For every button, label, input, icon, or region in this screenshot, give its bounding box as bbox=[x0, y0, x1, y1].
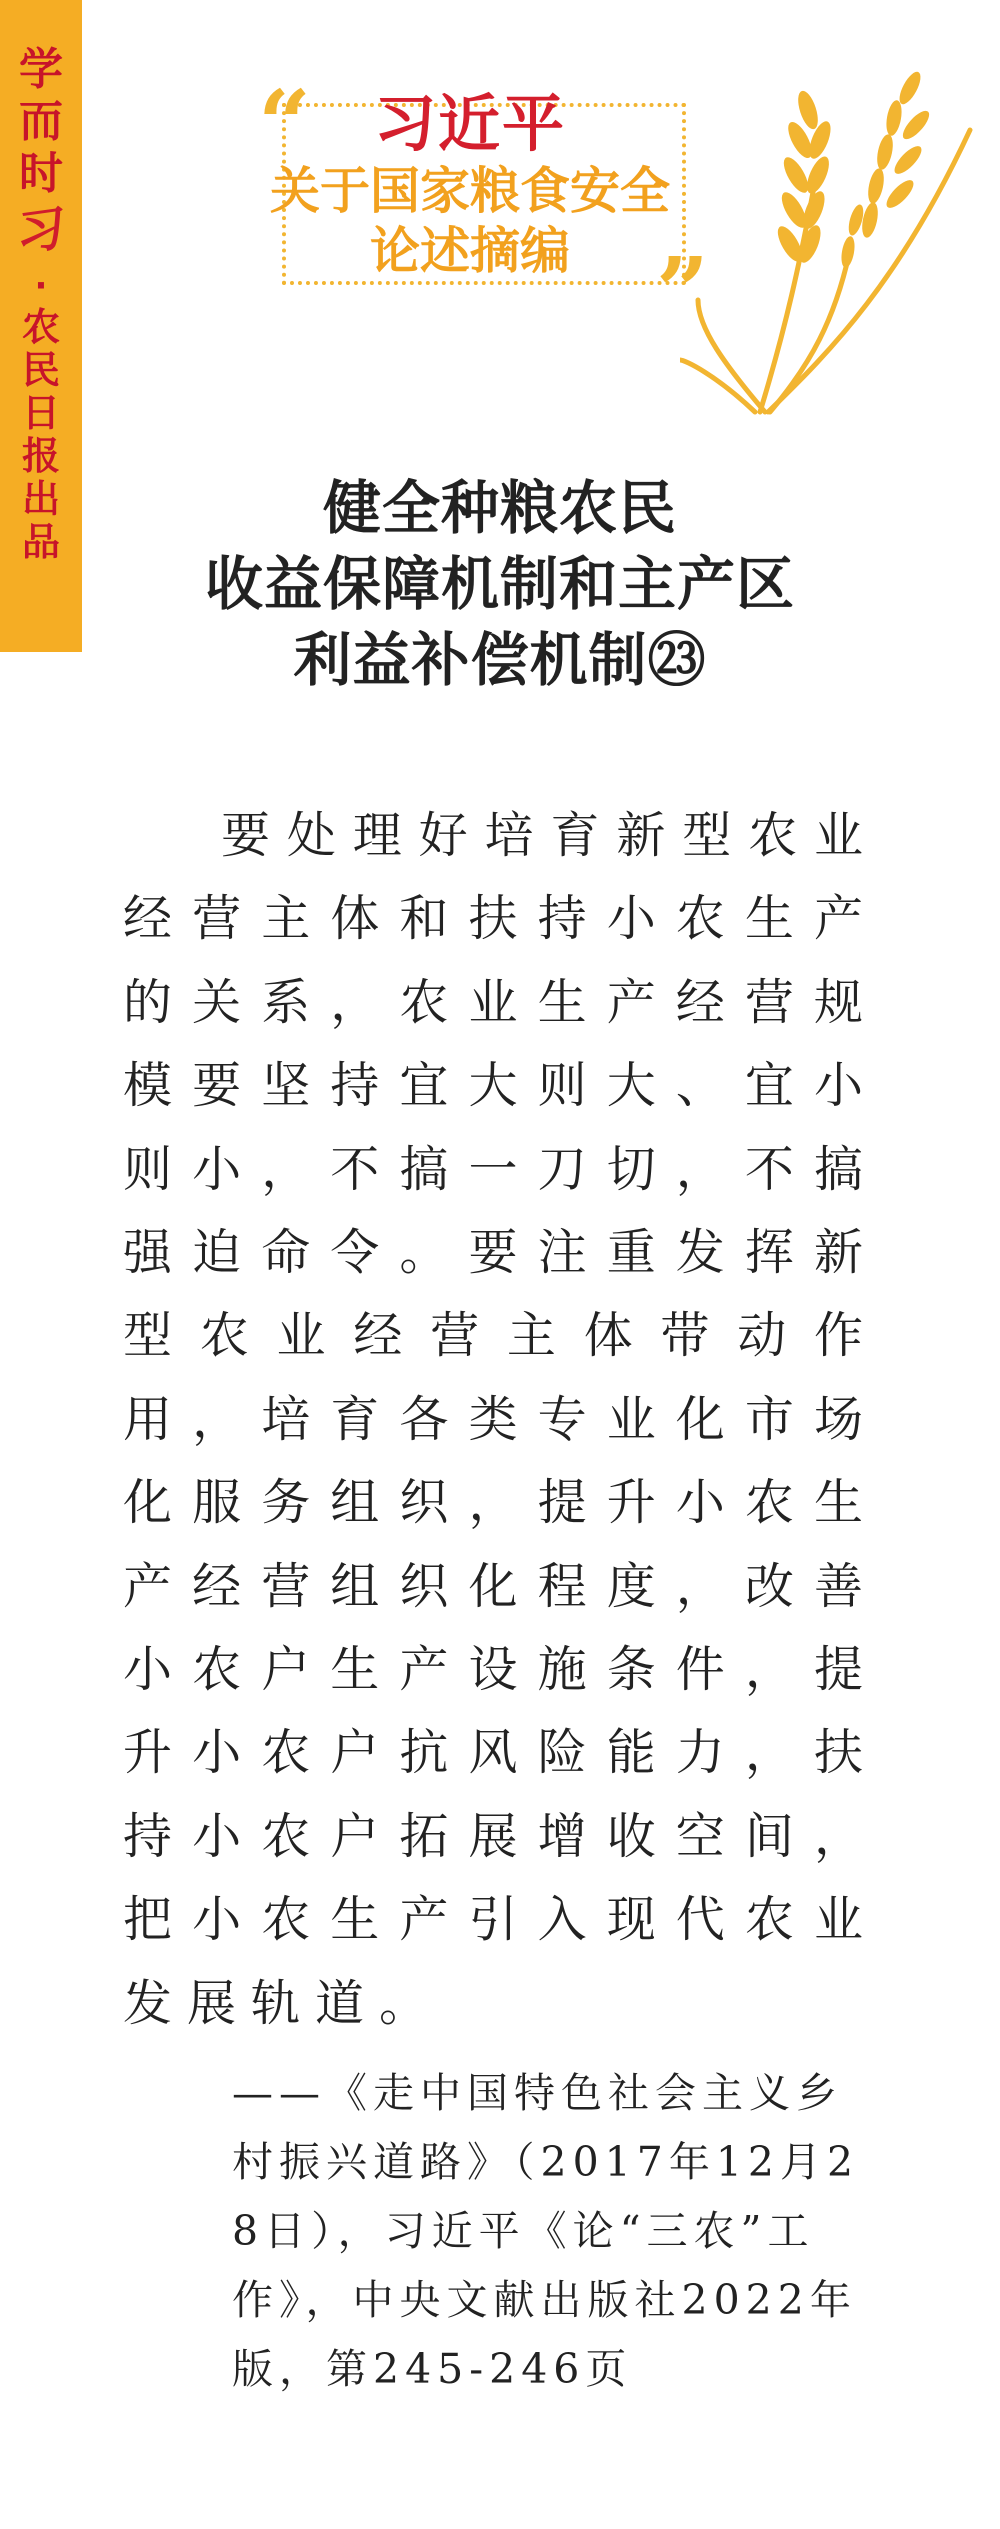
side-char: 而 bbox=[19, 96, 63, 147]
header-line-1: 关于国家粮食安全 bbox=[270, 162, 670, 220]
side-brush-char: 习 bbox=[16, 199, 66, 263]
side-separator-dot: · bbox=[34, 266, 48, 306]
header-name: 习近平 bbox=[373, 87, 566, 160]
source-citation: ——《走中国特色社会主义乡村振兴道路》（2017年12月28日），习近平《论“三农”工作》，中央文献出版社2022年版，第245-246页 bbox=[232, 2069, 860, 2393]
side-char: 日 bbox=[21, 391, 60, 435]
side-char: 报 bbox=[21, 434, 60, 478]
side-char: 民 bbox=[21, 348, 60, 392]
body-paragraph: 要处理好培育新型农业经营主体和扶持小农生产的关系，农业生产经营规模要坚持宜大则大、宜小则小，不搞一刀切，不搞强迫命令。要注重发挥新型农业经营主体带动作用，培育各类专业化市场化服务组织，提升小农生产经营组织化程度，改善小农户生产设施条件，提升小农户抗风险能力，扶持小农户拓展增收空间，把小农生产引入现代农业发展轨道。 bbox=[123, 807, 878, 2032]
side-char: 农 bbox=[21, 305, 60, 349]
side-char: 出 bbox=[21, 477, 60, 521]
header-line-2: 论述摘编 bbox=[370, 222, 570, 280]
side-char: 时 bbox=[19, 148, 63, 199]
side-char: 品 bbox=[21, 520, 60, 564]
title-line-1: 健全种粮农民 bbox=[322, 474, 677, 542]
side-subtitle bbox=[22, 306, 60, 564]
side-char: 学 bbox=[19, 44, 63, 95]
article-title bbox=[110, 470, 890, 698]
wheat-icon bbox=[680, 30, 980, 420]
title-line-2: 收益保障机制和主产区 bbox=[204, 550, 795, 618]
open-quote-icon: “ bbox=[258, 70, 311, 178]
title-line-3: 利益补偿机制㉓ bbox=[293, 626, 707, 694]
side-tab bbox=[0, 0, 82, 652]
side-title bbox=[19, 44, 63, 200]
close-quote-icon: ” bbox=[656, 237, 709, 345]
